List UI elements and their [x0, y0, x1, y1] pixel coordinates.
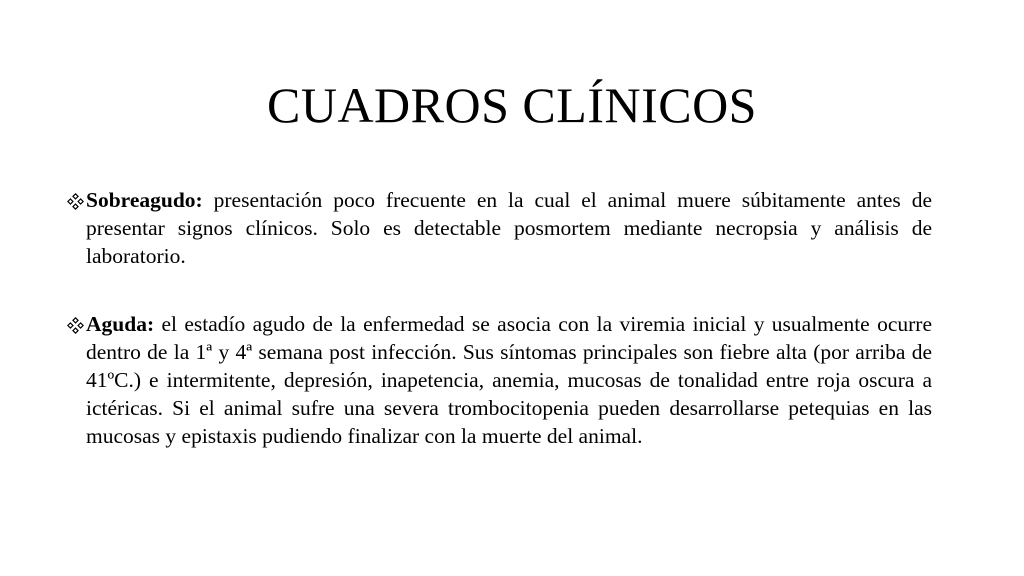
bullet-text: el estadío agudo de la enfermedad se asocia con la viremia inicial y usualmente ocurre dentro de la 1ª y 4ª semana post infección. Sus síntomas principales son fiebre alta (por arriba de 41ºC.) e intermitente, depresión, inapetencia, anemia, mucosas de tonalidad entre roja oscura a ictéricas. Si el animal sufre una severa trombocitopenia pueden desarrollarse petequias en las mucosas y epistaxis pudiendo finalizar con la muerte del animal.	[86, 312, 932, 448]
slide-title: CUADROS CLÍNICOS	[266, 77, 757, 133]
bullet-list	[68, 186, 932, 450]
bullet-text: presentación poco frecuente en la cual el animal muere súbitamente antes de presentar signos clínicos. Solo es detectable posmortem mediante necropsia y análisis de laboratorio.	[86, 188, 932, 268]
four-diamond-bullet-icon	[67, 186, 85, 214]
bullet-item-aguda	[68, 310, 932, 450]
four-diamond-bullet-icon	[67, 310, 85, 338]
bullet-term: Sobreagudo:	[86, 188, 203, 212]
bullet-term: Aguda:	[86, 312, 155, 336]
bullet-item-sobreagudo	[68, 186, 932, 270]
